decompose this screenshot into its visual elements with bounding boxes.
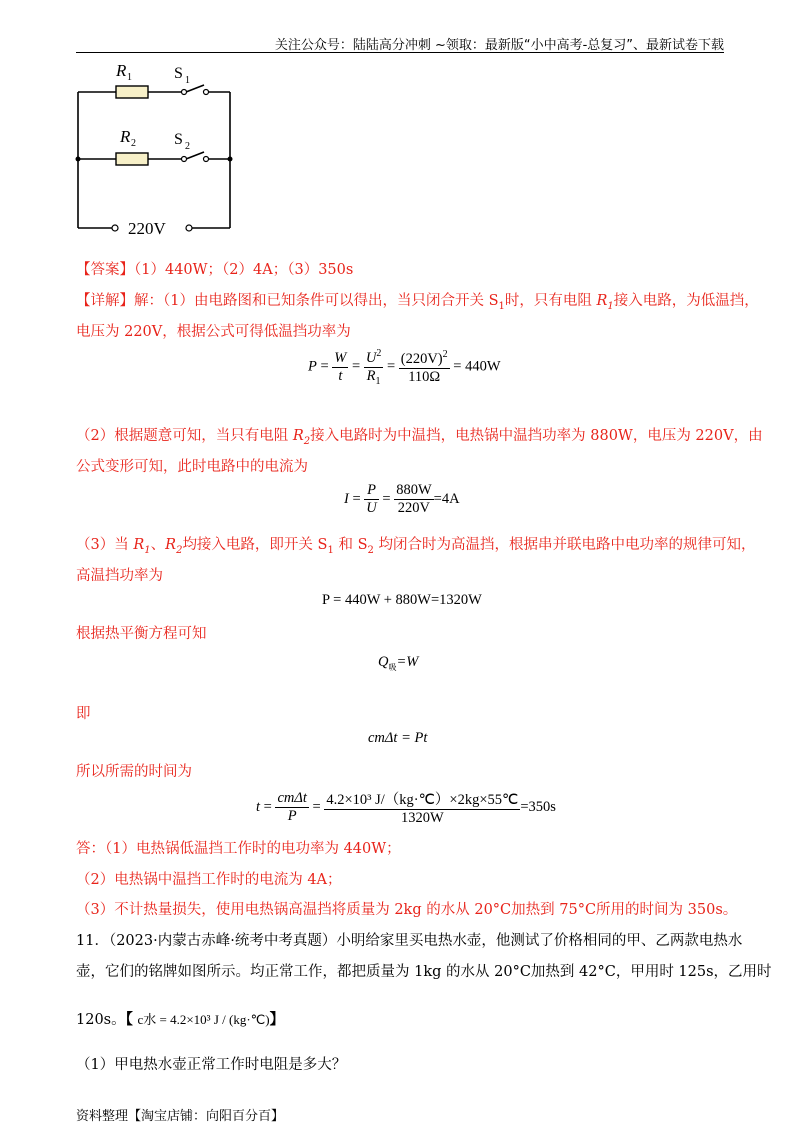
conclusion-1: 答：（1）电热锅低温挡工作时的电功率为 440W； (76, 841, 401, 857)
label-r2: R (120, 127, 131, 146)
equation-cm-dt: cmΔt = Pt (368, 730, 428, 746)
detail-para-2b: 公式变形可知，此时电路中的电流为 (76, 459, 308, 475)
detail-para-2: （2）根据题意可知，当只有电阻 $R_2$接入电路时为中温挡，电热锅中温挡功率为 880W，电压为 220V，由 (76, 428, 763, 447)
label-s2: S (174, 131, 183, 148)
detail-para-3: （3）当 $R_1$、$R_2$均接入电路，即开关 $S_1$ 和 $S_2$ 均闭合时为高温挡，根据串并联电路中电功率的规律可知， (76, 537, 756, 556)
resistor-r1 (116, 86, 148, 98)
svg-text:1: 1 (127, 72, 132, 83)
equation-heat-balance: $Q_吸=W$ (378, 654, 419, 672)
page-footer: 资料整理【淘宝店铺：向阳百分百】 (76, 1109, 285, 1124)
answer-label: 【答案】 (76, 262, 134, 278)
answer-line (76, 260, 353, 280)
question-11-line-2: 壶，它们的铭牌如图所示。均正常工作，都把质量为 1kg 的水从 20°C加热到 42°C，甲用时 125s，乙用时 (76, 964, 772, 980)
terminal (112, 225, 118, 231)
header-divider (76, 52, 724, 53)
equation-current: I = $\frac{P}{U}$ = $\frac{880W}{220V}$ =4A (344, 482, 460, 516)
svg-text:1: 1 (185, 75, 190, 86)
detail-para-3b: 高温挡功率为 (76, 568, 163, 584)
answer-text: （1）440W；（2）4A；（3）350s (134, 262, 354, 278)
question-11-line-3: 120s。【 c水 = 4.2×10³ J / (kg·℃)】 (76, 1011, 285, 1028)
question-11-line-1: 11．（2023·内蒙古赤峰·统考中考真题）小明给家里买电热水壶，他测试了价格相同的甲、乙两款电热水 (76, 933, 743, 949)
time-text: 所以所需的时间为 (76, 764, 192, 780)
page-header: 关注公众号：陆陆高分冲刺 ~领取：最新版“小中高考-总复习”、最新试卷下载 (274, 38, 724, 53)
ji-text: 即 (76, 706, 91, 722)
label-s1: S (174, 65, 183, 82)
terminal (186, 225, 192, 231)
switch-contact (182, 90, 187, 95)
resistor-r2 (116, 153, 148, 165)
svg-text:2: 2 (131, 138, 136, 149)
junction-dot (76, 157, 81, 162)
label-r1: R (116, 61, 127, 80)
conclusion-3: （3）不计热量损失，使用电热锅高温挡将质量为 2kg 的水从 20°C加热到 75°C所用的时间为 350s。 (76, 902, 738, 918)
question-11-sub-1: （1）甲电热水壶正常工作时电阻是多大？ (76, 1057, 347, 1073)
heat-balance-text: 根据热平衡方程可知 (76, 626, 207, 642)
equation-high-power: P = 440W + 880W=1320W (322, 592, 482, 608)
detail-label: 【详解】 (76, 293, 134, 309)
equation-time: t = $\frac{\text{cmΔt}}{P}$ = $\frac{\text{4.2×10³ J/（kg·℃）×2kg×55℃}}{1320W}$ =350s (256, 790, 556, 826)
circuit-diagram (70, 58, 250, 243)
svg-text:2: 2 (185, 141, 190, 152)
equation-low-power: P = $\frac{W}{t}$ = $\frac{U^2}{R_1}$ = $\frac{(220V)^2}{110\Omega}$ = 440W (308, 348, 501, 387)
conclusion-2: （2）电热锅中温挡工作时的电流为 4A； (76, 872, 342, 888)
detail-line-1: 【详解】解：（1）由电路图和已知条件可以得出，当只闭合开关 $S_1$时，只有电阻 $R_1$接入电路，为低温挡， (76, 293, 759, 312)
label-voltage: 220V (128, 219, 166, 238)
detail-line-2: 电压为 220V，根据公式可得低温挡功率为 (76, 324, 351, 340)
water-heat-constant: c水 = 4.2×10³ J / (kg·℃) (137, 1012, 270, 1027)
